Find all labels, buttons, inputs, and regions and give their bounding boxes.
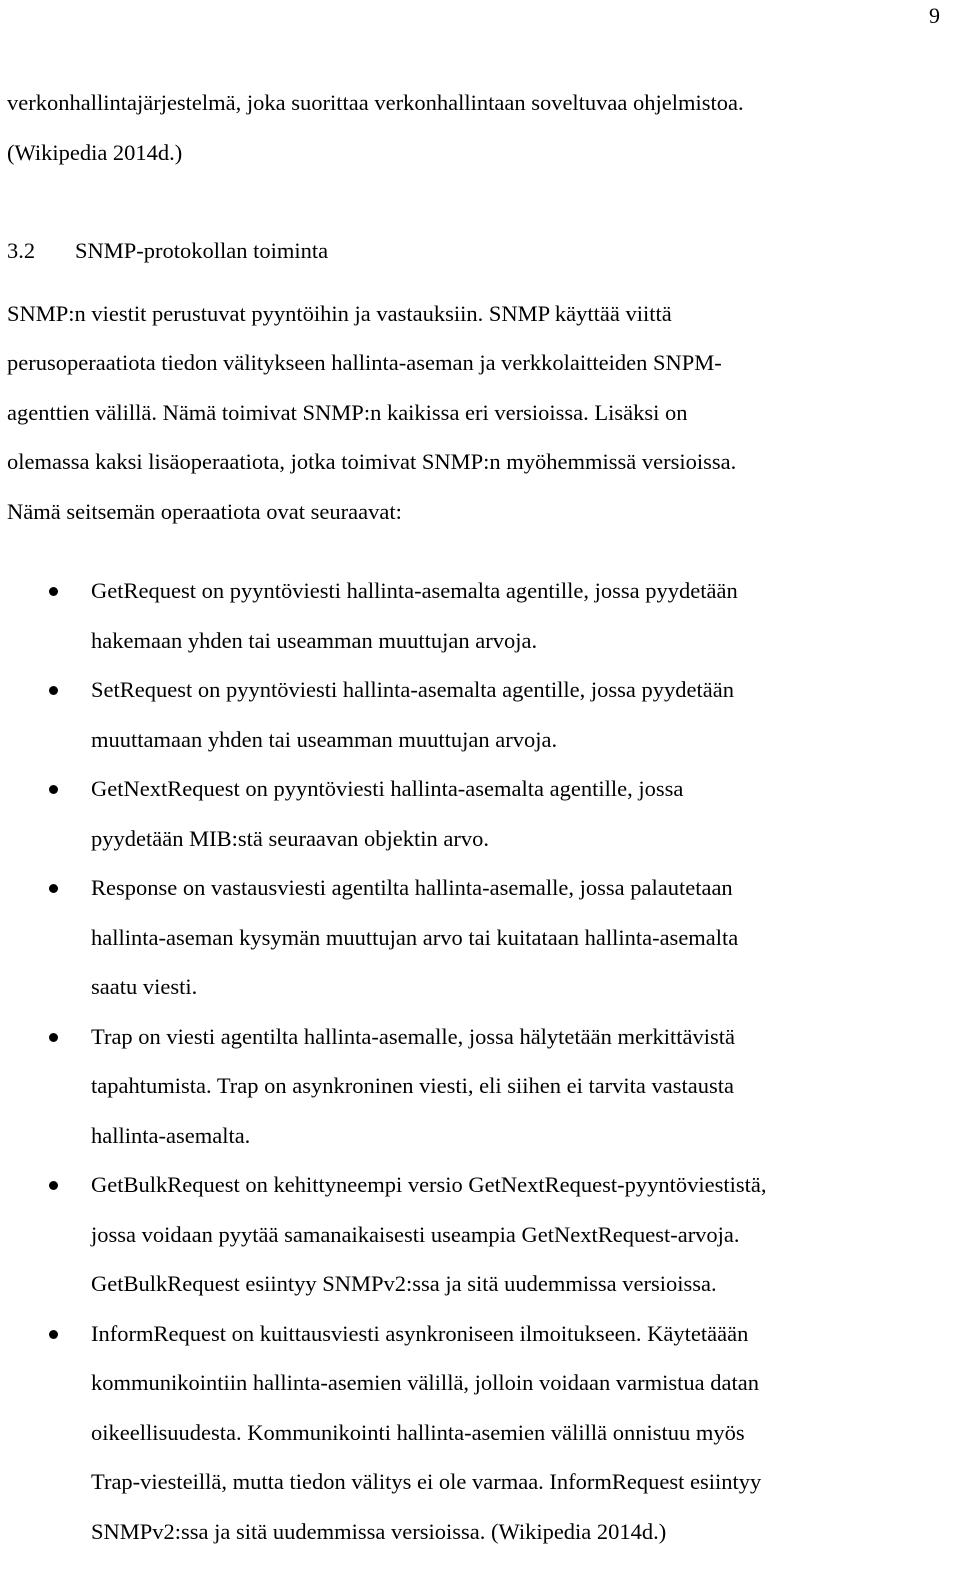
section-heading [7,226,952,276]
list-item-line: hakemaan yhden tai useamman muuttujan arvoja. [91,627,538,653]
intro-paragraph [7,78,952,177]
list-item-line: jossa voidaan pyytää samanaikaisesti useampia GetNextRequest-arvoja. [91,1221,740,1247]
body-line-3: agenttien välillä. Nämä toimivat SNMP:n kaikissa eri versioissa. Lisäksi on [7,399,688,425]
list-item-line: Response on vastausviesti agentilta hallinta-asemalle, jossa palautetaan [91,875,733,900]
body-line-1: SNMP:n viestit perustuvat pyyntöihin ja vastauksiin. SNMP käyttää viittä [7,300,672,326]
list-item-getrequest [7,566,952,665]
list-item-line: oikeellisuudesta. Kommunikointi hallinta-asemien välillä onnistuu myös [91,1419,745,1445]
list-item-line: GetRequest on pyyntöviesti hallinta-asemalta agentille, jossa pyydetään [91,578,738,603]
bullet-icon [49,1033,58,1042]
bullet-icon [49,884,58,893]
document-body [7,78,952,1556]
list-item-line: tapahtumista. Trap on asynkroninen viesti, eli siihen ei tarvita vastausta [91,1073,735,1098]
body-line-4: olemassa kaksi lisäoperaatiota, jotka toimivat SNMP:n myöhemmissä versioissa. [7,449,737,474]
bullet-icon [49,587,58,596]
bullet-icon [49,1330,58,1339]
list-item-line: GetBulkRequest esiintyy SNMPv2:ssa ja sitä uudemmissa versioissa. [91,1271,717,1296]
bullet-icon [49,785,58,794]
list-item-line: InformRequest on kuittausviesti asynkroniseen ilmoitukseen. Käytetäään [91,1320,749,1346]
list-item-line: pyydetään MIB:stä seuraavan objektin arvo. [91,825,490,851]
body-line-5: Nämä seitsemän operaatiota ovat seuraavat: [7,498,402,524]
list-item-trap [7,1012,952,1161]
bullet-icon [49,1181,58,1190]
bullet-icon [49,686,58,695]
list-item-line: hallinta-asemalta. [91,1122,251,1148]
page-number: 9 [929,3,940,28]
body-line-2: perusoperaatiota tiedon välitykseen hallinta-aseman ja verkkolaitteiden SNPM- [7,350,722,375]
list-item-line: GetNextRequest on pyyntöviesti hallinta-asemalta agentille, jossa [91,776,684,801]
list-item-line: kommunikointiin hallinta-asemien välillä, jolloin voidaan varmistua datan [91,1370,759,1395]
list-item-line: saatu viesti. [91,974,198,999]
section-number: 3.2 [7,238,36,263]
body-paragraph [7,289,952,537]
list-item-line: Trap-viesteillä, mutta tiedon välitys ei ole varmaa. InformRequest esiintyy [91,1469,762,1494]
list-item-setrequest [7,665,952,764]
operations-list [7,566,952,1556]
list-item-line: GetBulkRequest on kehittyneempi versio GetNextRequest-pyyntöviestistä, [91,1172,767,1197]
intro-line-1: verkonhallintajärjestelmä, joka suorittaa verkonhallintaan soveltuvaa ohjelmistoa. [7,90,744,115]
list-item-informrequest [7,1309,952,1557]
list-item-line: hallinta-aseman kysymän muuttujan arvo tai kuitataan hallinta-asemalta [91,924,739,950]
intro-line-2: (Wikipedia 2014d.) [7,139,183,165]
list-item-line: muuttamaan yhden tai useamman muuttujan arvoja. [91,726,558,752]
list-item-response [7,863,952,1012]
list-item-getbulkrequest [7,1160,952,1309]
list-item-line: Trap on viesti agentilta hallinta-asemalle, jossa hälytetään merkittävistä [91,1023,735,1049]
list-item-line: SNMPv2:ssa ja sitä uudemmissa versioissa. (Wikipedia 2014d.) [91,1518,667,1544]
list-item-getnextrequest [7,764,952,863]
list-item-line: SetRequest on pyyntöviesti hallinta-asemalta agentille, jossa pyydetään [91,677,734,702]
section-title: SNMP-protokollan toiminta [75,238,329,263]
